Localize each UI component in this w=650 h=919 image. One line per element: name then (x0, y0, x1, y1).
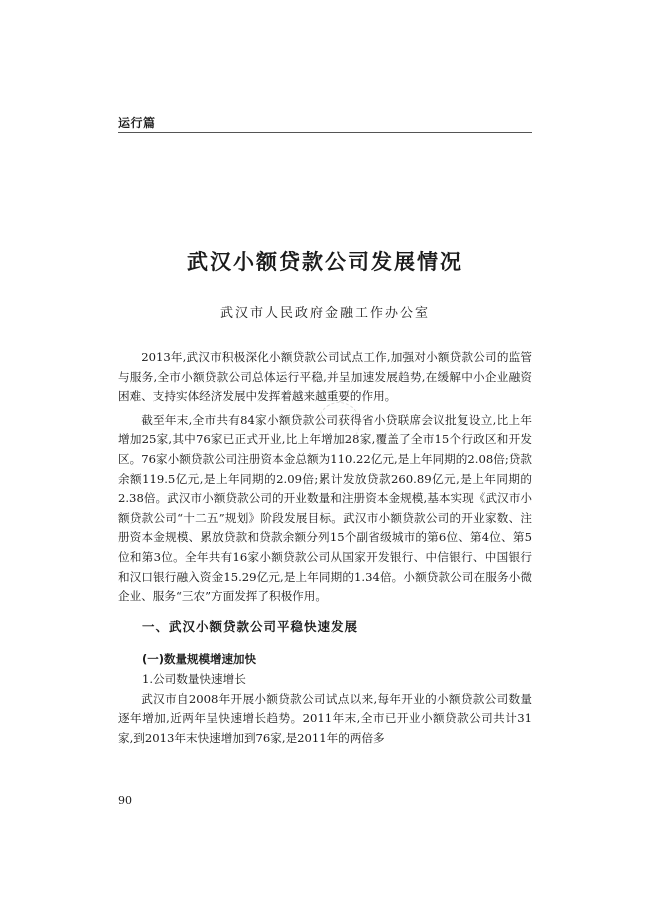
page-number: 90 (118, 794, 132, 807)
paragraph-summary: 截至年末,全市共有84家小额贷款公司获得省小贷联席会议批复设立,比上年增加25家,其中76家已正式开业,比上年增加28家,覆盖了全市15个行政区和开发区。76家小额贷款公司注册资本金总额为110.22亿元,是上年同期的2.08倍;贷款余额119.5亿元,是上年同期的2.09倍;累计发放贷款260.89亿元,是上年同期的2.38倍。武汉市小额贷款公司的开业数量和注册资本金规模,基本实现《武汉市小额贷款公司“十二五”规划》阶段发展目标。武汉市小额贷款公司的开业家数、注册资本金规模、累放贷款和贷款余额分列15个副省级城市的第6位、第4位、第5位和第3位。全年共有16家小额贷款公司从国家开发银行、中信银行、中国银行和汉口银行融入资金15.29亿元,是上年同期的1.34倍。小额贷款公司在服务小微企业、服务“三农”方面发挥了积极作用。 (118, 412, 532, 604)
author-line: 武汉市人民政府金融工作办公室 (219, 306, 430, 321)
paragraph-intro: 2013年,武汉市积极深化小额贷款公司试点工作,加强对小额贷款公司的监管与服务,全市小额贷款公司总体运行平稳,并呈加速发展趋势,在缓解中小企业融资困难、支持实体经济发展中发挥着越来越重要的作用。 (118, 350, 532, 404)
subsubsection-heading: 1.公司数量快速增长 (142, 671, 246, 686)
running-head-section: 运行篇 (118, 116, 156, 130)
section-heading: 一、武汉小额贷款公司平稳快速发展 (142, 618, 359, 634)
subsection-heading: (一)数量规模增速加快 (142, 652, 257, 667)
header-divider (118, 132, 532, 133)
page-title: 武汉小额贷款公司发展情况 (187, 250, 463, 274)
paragraph-company-count: 武汉市自2008年开展小额贷款公司试点以来,每年开业的小额贷款公司数量逐年增加,近两年呈快速增长趋势。2011年末,全市已开业小额贷款公司共计31家,到2013年末快速增加到76家,是2011年的两倍多 (118, 691, 532, 745)
